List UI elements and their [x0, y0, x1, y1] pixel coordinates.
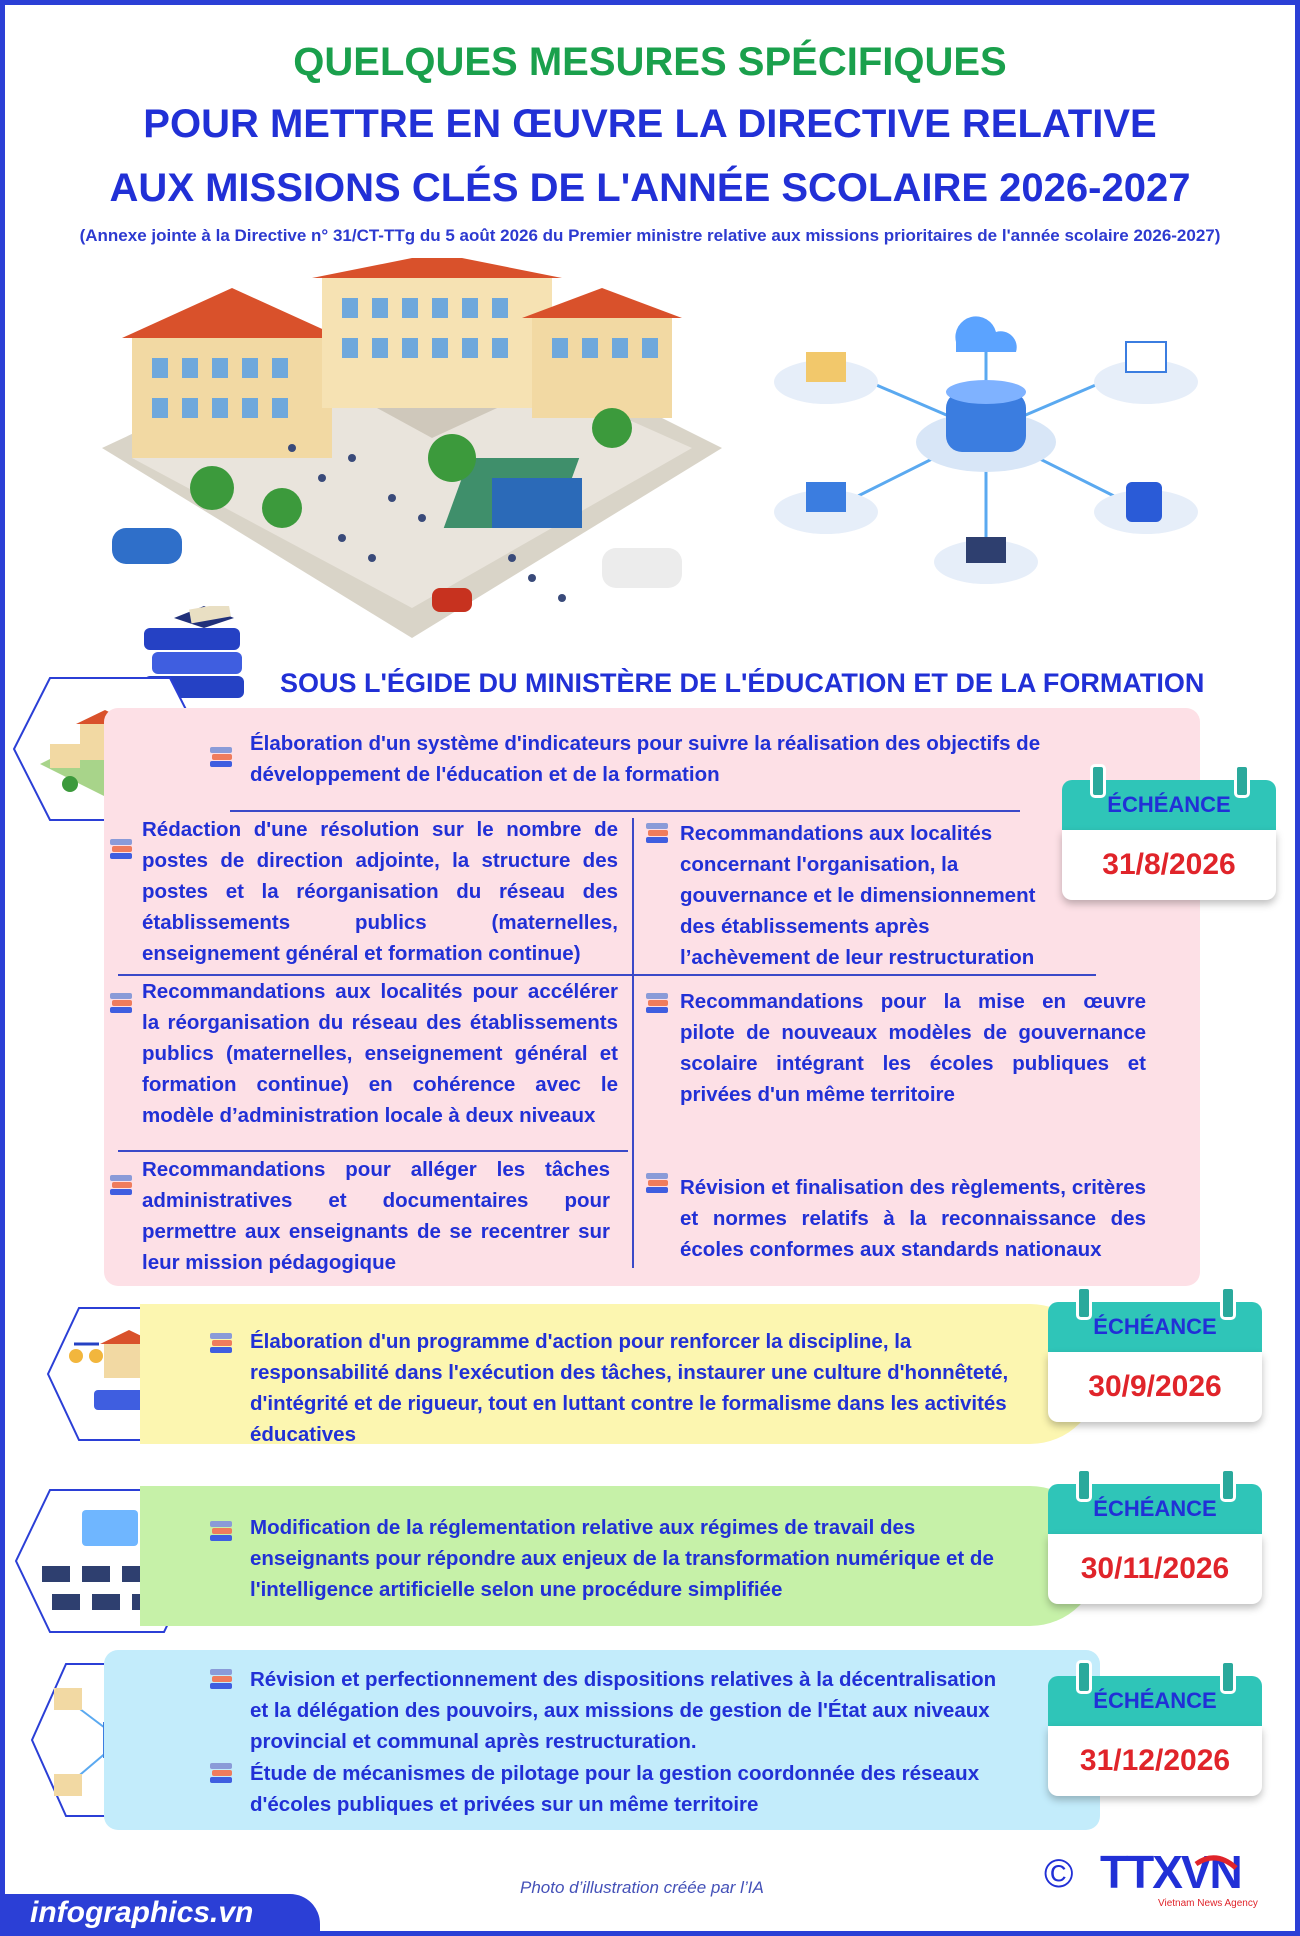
- calendar-icon: [1220, 1660, 1236, 1694]
- deadline-calendar-4: [1048, 1676, 1262, 1796]
- calendar-icon: [1076, 1286, 1092, 1320]
- photo-credit: Photo d’illustration créée par l’IA: [520, 1878, 764, 1897]
- measure-item: Recommandations aux localités pour accélérer la réorganisation du réseau des établissements publics (maternelles, enseignement général et formation continue) en cohérence avec le modèle d’administration locale à deux niveaux: [142, 980, 618, 1127]
- deadline-calendar-1: [1062, 780, 1276, 900]
- deadline-label: ÉCHÉANCE: [1062, 780, 1276, 830]
- svg-text:TTXVN: TTXVN: [1100, 1846, 1241, 1898]
- book-bullet-icon: [108, 992, 134, 1018]
- footer-site-link[interactable]: infographics.vn: [30, 1896, 254, 1929]
- digital-network-illustration: [766, 312, 1206, 592]
- deadline-label: ÉCHÉANCE: [1048, 1676, 1262, 1726]
- deadline-calendar-2: [1048, 1302, 1262, 1422]
- book-bullet-icon: [644, 822, 670, 848]
- title-line-2: POUR METTRE EN ŒUVRE LA DIRECTIVE RELATIVE: [143, 102, 1157, 146]
- deadline-date: 30/9/2026: [1048, 1352, 1262, 1422]
- divider: [230, 810, 1020, 812]
- subtitle: (Annexe jointe à la Directive n° 31/CT-TTg du 5 août 2026 du Premier ministre relative aux missions prioritaires de l'année scolaire 2026-2027): [79, 226, 1221, 245]
- calendar-icon: [1076, 1468, 1092, 1502]
- measure-item: Élaboration d'un programme d'action pour renforcer la discipline, la responsabilité dans l'exécution des tâches, instaurer une culture d'honnêteté, d'intégrité et de rigueur, tout en luttant contre le formalisme dans les activités éducatives: [250, 1330, 1009, 1446]
- measure-item: Révision et finalisation des règlements, critères et normes relatifs à la reconnaissance des écoles conformes aux standards nationaux: [680, 1176, 1146, 1261]
- measure-item: Révision et perfectionnement des dispositions relatives à la décentralisation et la délégation des pouvoirs, aux missions de gestion de l'État aux niveaux provincial et communal après restructuration.: [250, 1668, 997, 1753]
- copyright-symbol: ©: [1044, 1852, 1074, 1896]
- book-bullet-icon: [208, 1332, 234, 1358]
- deadline-date: 31/8/2026: [1062, 830, 1276, 900]
- measure-item: Étude de mécanismes de pilotage pour la gestion coordonnée des réseaux d'écoles publiques et privées sur un même territoire: [250, 1762, 980, 1816]
- deadline-date: 31/12/2026: [1048, 1726, 1262, 1796]
- deadline-calendar-3: [1048, 1484, 1262, 1604]
- title-line-1: QUELQUES MESURES SPÉCIFIQUES: [293, 40, 1007, 84]
- book-bullet-icon: [108, 1174, 134, 1200]
- calendar-icon: [1090, 764, 1106, 798]
- deadline-label: ÉCHÉANCE: [1048, 1302, 1262, 1352]
- measure-item: Élaboration d'un système d'indicateurs pour suivre la réalisation des objectifs de développement de l'éducation et de la formation: [250, 732, 1041, 786]
- deadline-date: 30/11/2026: [1048, 1534, 1262, 1604]
- book-bullet-icon: [108, 838, 134, 864]
- calendar-icon: [1220, 1468, 1236, 1502]
- calendar-icon: [1234, 764, 1250, 798]
- section-heading: SOUS L'ÉGIDE DU MINISTÈRE DE L'ÉDUCATION ET DE LA FORMATION: [280, 668, 1205, 698]
- divider: [118, 1150, 628, 1152]
- divider: [632, 818, 634, 1268]
- measure-item: Rédaction d'une résolution sur le nombre de postes de direction adjointe, la structure des postes et la réorganisation du réseau des établissements publics (maternelles, enseignement général et formation continue): [142, 818, 618, 965]
- deadline-label: ÉCHÉANCE: [1048, 1484, 1262, 1534]
- measure-item: Recommandations aux localités concernant l'organisation, la gouvernance et le dimensionnement des établissements après l’achèvement de leur restructuration: [680, 822, 1036, 969]
- book-bullet-icon: [644, 1172, 670, 1198]
- measure-item: Recommandations pour alléger les tâches administratives et documentaires pour permettre aux enseignants de se recentrer sur leur mission pédagogique: [142, 1158, 610, 1274]
- book-bullet-icon: [208, 1668, 234, 1694]
- calendar-icon: [1220, 1286, 1236, 1320]
- book-bullet-icon: [644, 992, 670, 1018]
- measure-item: Modification de la réglementation relative aux régimes de travail des enseignants pour répondre aux enjeux de la transformation numérique et de l'intelligence artificielle selon une procédure simplifiée: [250, 1516, 994, 1601]
- book-bullet-icon: [208, 1520, 234, 1546]
- calendar-icon: [1076, 1660, 1092, 1694]
- ttxvn-logo: [1098, 1844, 1278, 1914]
- measure-item: Recommandations pour la mise en œuvre pilote de nouveaux modèles de gouvernance scolaire intégrant les écoles publiques et privées d'un même territoire: [680, 990, 1146, 1106]
- book-bullet-icon: [208, 746, 234, 772]
- book-bullet-icon: [208, 1762, 234, 1788]
- svg-text:Vietnam News Agency: Vietnam News Agency: [1158, 1898, 1258, 1909]
- title-line-3: AUX MISSIONS CLÉS DE L'ANNÉE SCOLAIRE 2026-2027: [109, 166, 1191, 210]
- school-campus-illustration: [92, 258, 732, 658]
